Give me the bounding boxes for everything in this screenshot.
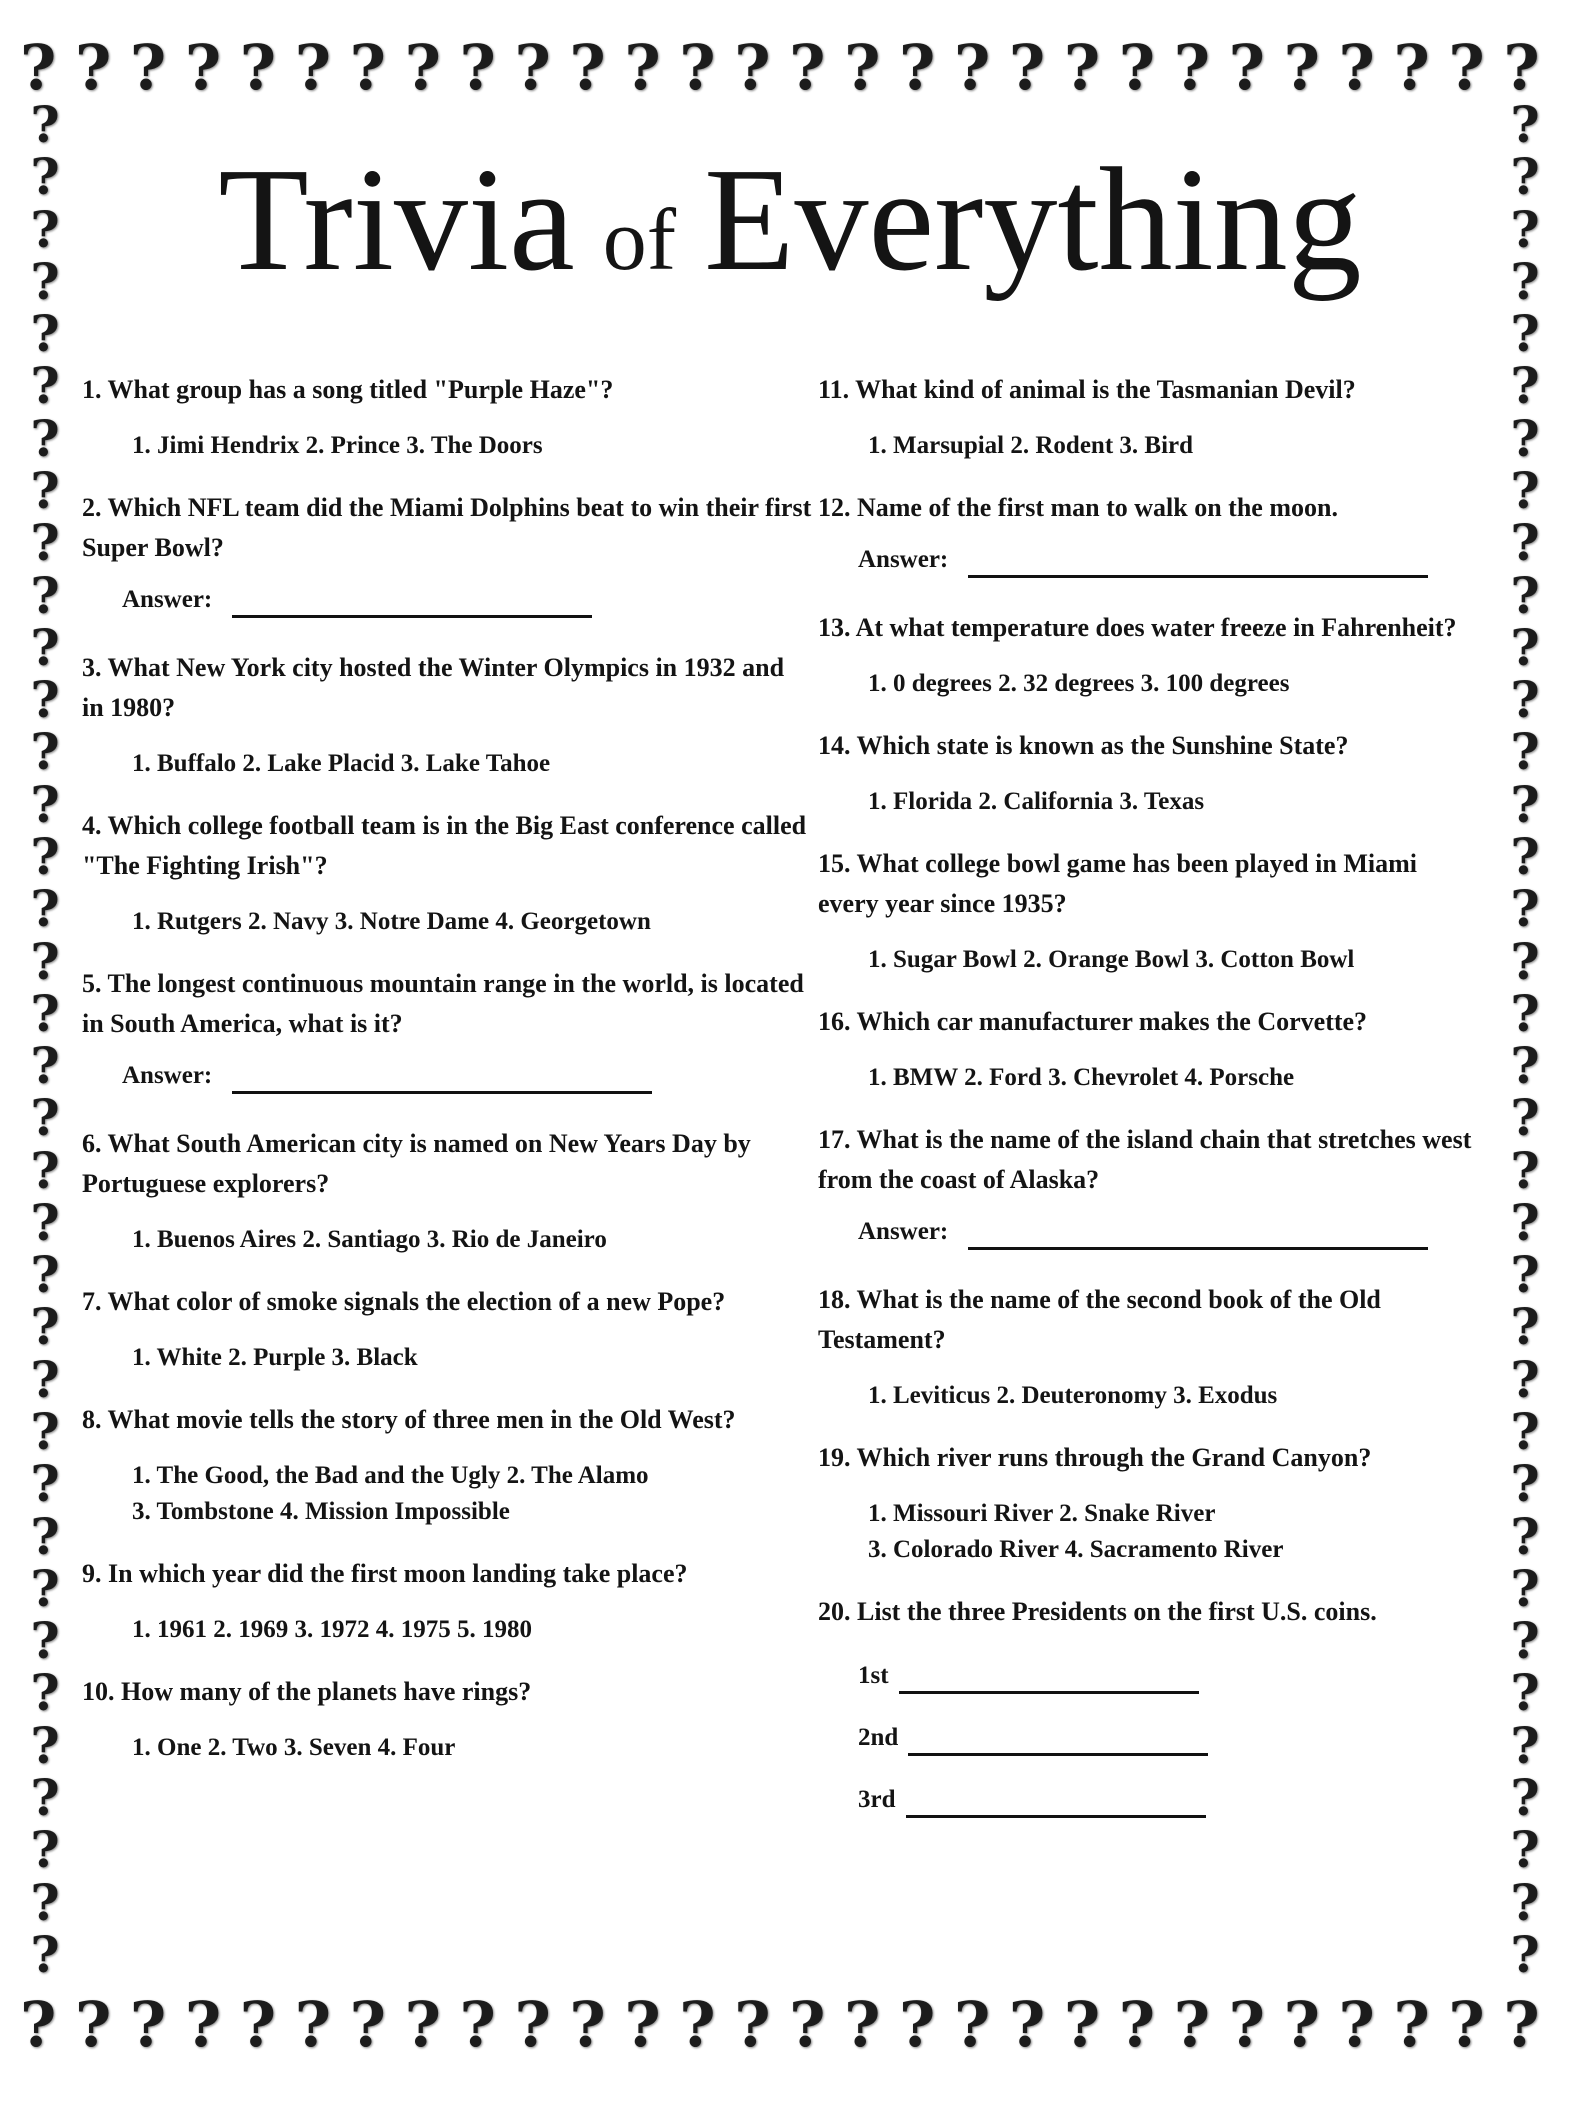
question-mark-icon: ? xyxy=(129,31,167,104)
question-mark-icon: ? xyxy=(30,565,60,625)
answer-line[interactable] xyxy=(906,1789,1206,1818)
answer-line[interactable] xyxy=(968,549,1428,578)
question-mark-icon: ? xyxy=(1510,1245,1540,1305)
question-mark-icon: ? xyxy=(1510,251,1540,311)
question-mark-icon: ? xyxy=(899,31,936,104)
question-mark-icon: ? xyxy=(30,1924,60,1984)
question-1-choices: 1. Jimi Hendrix 2. Prince 3. The Doors xyxy=(132,432,543,459)
question-mark-icon: ? xyxy=(1510,1140,1540,1200)
question-7-choices: 1. White 2. Purple 3. Black xyxy=(132,1344,418,1371)
question-mark-icon: ? xyxy=(20,31,57,104)
question-mark-icon: ? xyxy=(30,617,60,677)
question-mark-icon: ? xyxy=(1393,1988,1430,2061)
question-mark-icon: ? xyxy=(30,1454,60,1514)
question-mark-icon: ? xyxy=(514,1988,551,2061)
question-mark-icon: ? xyxy=(30,774,60,834)
question-3: 3. What New York city hosted the Winter Olympics in 1932 and in 1980? xyxy=(82,653,785,722)
question-mark-icon: ? xyxy=(1503,1988,1540,2061)
question-mark-icon: ? xyxy=(294,31,332,104)
question-mark-icon: ? xyxy=(30,1768,60,1827)
question-mark-icon: ? xyxy=(789,31,826,104)
question-mark-icon: ? xyxy=(899,1988,936,2061)
question-12-answer xyxy=(818,542,1483,578)
question-mark-icon: ? xyxy=(30,1872,60,1932)
rank-label: 2nd xyxy=(858,1724,899,1751)
question-mark-icon: ? xyxy=(1503,31,1540,104)
question-mark-icon: ? xyxy=(1510,983,1540,1043)
question-20: 20. List the three Presidents on the first U.S. coins. xyxy=(818,1597,1377,1626)
question-mark-icon: ? xyxy=(624,1988,661,2061)
question-mark-icon: ? xyxy=(1510,1402,1540,1462)
question-mark-icon: ? xyxy=(1510,460,1540,520)
question-mark-icon: ? xyxy=(1510,1611,1540,1671)
question-17-answer xyxy=(818,1214,1483,1250)
question-4-choices: 1. Rutgers 2. Navy 3. Notre Dame 4. Georgetown xyxy=(132,908,651,935)
question-2: 2. Which NFL team did the Miami Dolphins beat to win their first Super Bowl? xyxy=(82,493,812,562)
question-mark-icon: ? xyxy=(1510,931,1540,991)
question-11-choices: 1. Marsupial 2. Rodent 3. Bird xyxy=(868,432,1194,459)
question-mark-icon: ? xyxy=(1283,31,1320,104)
question-mark-border-right xyxy=(1490,95,1560,1984)
question-1: 1. What group has a song titled "Purple Haze"? xyxy=(82,375,614,404)
question-mark-icon: ? xyxy=(30,1558,60,1618)
right-question-column xyxy=(818,370,1483,1842)
question-mark-icon: ? xyxy=(1510,1192,1540,1252)
question-mark-border-top xyxy=(20,28,1540,108)
question-15: 15. What college bowl game has been played in Miami every year since 1935? xyxy=(818,849,1417,918)
question-15-choices: 1. Sugar Bowl 2. Orange Bowl 3. Cotton Bowl xyxy=(868,946,1355,973)
question-8: 8. What movie tells the story of three men in the Old West? xyxy=(82,1405,736,1434)
rank-label: 3rd xyxy=(858,1786,896,1813)
question-mark-icon: ? xyxy=(294,1988,332,2061)
question-mark-icon: ? xyxy=(1510,670,1540,730)
rank-third xyxy=(818,1782,1483,1818)
question-mark-icon: ? xyxy=(20,1988,57,2061)
question-mark-icon: ? xyxy=(30,1297,60,1357)
question-mark-icon: ? xyxy=(459,31,496,104)
question-mark-icon: ? xyxy=(30,1245,60,1305)
page-title xyxy=(100,135,1480,305)
rank-second xyxy=(818,1720,1483,1756)
answer-line[interactable] xyxy=(232,589,592,618)
question-mark-icon: ? xyxy=(30,147,60,207)
question-mark-icon: ? xyxy=(1118,31,1156,104)
question-5: 5. The longest continuous mountain range in the world, is located in South America, what is it? xyxy=(82,969,804,1038)
question-mark-icon: ? xyxy=(1510,1872,1540,1932)
question-mark-icon: ? xyxy=(1510,617,1540,677)
question-mark-icon: ? xyxy=(30,1140,60,1200)
question-8-choices-cont: 3. Tombstone 4. Mission Impossible xyxy=(132,1498,510,1525)
question-14-choices: 1. Florida 2. California 3. Texas xyxy=(868,788,1205,815)
question-mark-icon: ? xyxy=(1338,31,1375,104)
question-mark-icon: ? xyxy=(30,1402,60,1462)
question-mark-icon: ? xyxy=(239,31,277,104)
question-mark-icon: ? xyxy=(30,408,60,468)
question-13: 13. At what temperature does water freeze in Fahrenheit? xyxy=(818,613,1457,642)
question-mark-icon: ? xyxy=(30,95,60,154)
question-mark-icon: ? xyxy=(1510,1506,1540,1566)
answer-line[interactable] xyxy=(968,1221,1428,1250)
question-mark-icon: ? xyxy=(30,1349,60,1409)
question-mark-icon: ? xyxy=(30,722,60,782)
question-mark-icon: ? xyxy=(1510,1454,1540,1514)
question-19-choices-cont: 3. Colorado River 4. Sacramento River xyxy=(868,1536,1284,1563)
question-mark-icon: ? xyxy=(349,31,386,104)
question-mark-icon: ? xyxy=(1510,199,1540,259)
question-mark-border-left xyxy=(10,95,80,1984)
answer-line[interactable] xyxy=(232,1065,652,1094)
question-mark-icon: ? xyxy=(1173,31,1211,104)
question-19: 19. Which river runs through the Grand Canyon? xyxy=(818,1443,1372,1472)
left-question-column xyxy=(82,370,812,1790)
question-mark-icon: ? xyxy=(30,356,60,416)
question-mark-icon: ? xyxy=(844,1988,881,2061)
question-mark-icon: ? xyxy=(1510,1297,1540,1357)
question-mark-icon: ? xyxy=(1510,1036,1540,1096)
question-mark-icon: ? xyxy=(239,1988,277,2061)
question-mark-icon: ? xyxy=(1510,408,1540,468)
question-mark-icon: ? xyxy=(1063,31,1101,104)
question-mark-icon: ? xyxy=(1510,774,1540,834)
question-mark-icon: ? xyxy=(1510,826,1540,886)
question-16-choices: 1. BMW 2. Ford 3. Chevrolet 4. Porsche xyxy=(868,1064,1295,1091)
question-mark-icon: ? xyxy=(184,31,222,104)
question-mark-icon: ? xyxy=(844,31,881,104)
question-mark-icon: ? xyxy=(1008,1988,1046,2061)
question-mark-icon: ? xyxy=(1063,1988,1101,2061)
question-mark-icon: ? xyxy=(1448,1988,1485,2061)
question-mark-icon: ? xyxy=(1510,1820,1540,1880)
answer-label: Answer: xyxy=(858,546,949,573)
question-mark-icon: ? xyxy=(30,879,60,939)
question-9-choices: 1. 1961 2. 1969 3. 1972 4. 1975 5. 1980 xyxy=(132,1616,532,1643)
question-17: 17. What is the name of the island chain that stretches west from the coast of Alaska? xyxy=(818,1125,1472,1194)
question-10: 10. How many of the planets have rings? xyxy=(82,1677,532,1706)
question-16: 16. Which car manufacturer makes the Corvette? xyxy=(818,1007,1368,1036)
question-mark-icon: ? xyxy=(1510,1663,1540,1723)
question-mark-icon: ? xyxy=(404,1988,441,2061)
title-trivia: Trivia xyxy=(218,138,575,302)
question-mark-icon: ? xyxy=(1510,356,1540,416)
question-mark-icon: ? xyxy=(1228,31,1265,104)
question-13-choices: 1. 0 degrees 2. 32 degrees 3. 100 degrees xyxy=(868,670,1290,697)
question-mark-icon: ? xyxy=(569,1988,606,2061)
question-mark-icon: ? xyxy=(1510,1768,1540,1827)
question-mark-icon: ? xyxy=(30,1663,60,1723)
question-mark-icon: ? xyxy=(30,304,60,364)
question-mark-icon: ? xyxy=(734,31,771,104)
question-11: 11. What kind of animal is the Tasmanian Devil? xyxy=(818,375,1356,404)
answer-label: Answer: xyxy=(858,1218,949,1245)
question-14: 14. Which state is known as the Sunshine State? xyxy=(818,731,1349,760)
question-mark-icon: ? xyxy=(74,31,112,104)
question-6: 6. What South American city is named on New Years Day by Portuguese explorers? xyxy=(82,1129,751,1198)
question-mark-icon: ? xyxy=(1283,1988,1320,2061)
question-mark-icon: ? xyxy=(30,251,60,311)
question-mark-icon: ? xyxy=(1510,1715,1540,1775)
question-mark-icon: ? xyxy=(1510,1349,1540,1409)
question-mark-icon: ? xyxy=(734,1988,771,2061)
question-mark-icon: ? xyxy=(129,1988,167,2061)
question-mark-icon: ? xyxy=(679,31,716,104)
question-mark-icon: ? xyxy=(1338,1988,1375,2061)
question-3-choices: 1. Buffalo 2. Lake Placid 3. Lake Tahoe xyxy=(132,750,551,777)
question-mark-icon: ? xyxy=(953,1988,991,2061)
question-mark-icon: ? xyxy=(1510,879,1540,939)
question-18: 18. What is the name of the second book of the Old Testament? xyxy=(818,1285,1381,1354)
question-mark-icon: ? xyxy=(1510,95,1540,154)
question-5-answer xyxy=(82,1058,812,1094)
question-mark-icon: ? xyxy=(30,1036,60,1096)
question-mark-icon: ? xyxy=(30,199,60,259)
question-mark-icon: ? xyxy=(349,1988,386,2061)
question-mark-icon: ? xyxy=(30,826,60,886)
answer-line[interactable] xyxy=(899,1665,1199,1694)
question-mark-icon: ? xyxy=(30,931,60,991)
question-mark-icon: ? xyxy=(30,460,60,520)
question-mark-icon: ? xyxy=(1510,1558,1540,1618)
question-mark-icon: ? xyxy=(1173,1988,1211,2061)
question-mark-icon: ? xyxy=(404,31,441,104)
question-mark-icon: ? xyxy=(1510,147,1540,207)
question-mark-icon: ? xyxy=(1510,513,1540,573)
answer-line[interactable] xyxy=(908,1727,1208,1756)
question-mark-icon: ? xyxy=(789,1988,826,2061)
question-mark-icon: ? xyxy=(953,31,991,104)
question-8-choices: 1. The Good, the Bad and the Ugly 2. The Alamo xyxy=(132,1462,649,1489)
question-mark-icon: ? xyxy=(1008,31,1046,104)
answer-label: Answer: xyxy=(122,586,213,613)
question-mark-icon: ? xyxy=(30,1088,60,1148)
question-mark-icon: ? xyxy=(30,1715,60,1775)
question-mark-icon: ? xyxy=(30,1192,60,1252)
question-mark-icon: ? xyxy=(1510,565,1540,625)
question-6-choices: 1. Buenos Aires 2. Santiago 3. Rio de Janeiro xyxy=(132,1226,607,1253)
question-mark-icon: ? xyxy=(1510,1088,1540,1148)
title-of: of xyxy=(602,192,677,289)
question-19-choices: 1. Missouri River 2. Snake River xyxy=(868,1500,1216,1527)
question-mark-icon: ? xyxy=(30,983,60,1043)
question-mark-icon: ? xyxy=(30,1611,60,1671)
question-mark-icon: ? xyxy=(1510,304,1540,364)
question-mark-icon: ? xyxy=(679,1988,716,2061)
question-mark-icon: ? xyxy=(1510,722,1540,782)
rank-label: 1st xyxy=(858,1662,889,1689)
question-mark-icon: ? xyxy=(30,1506,60,1566)
question-mark-border-bottom xyxy=(20,1985,1540,2065)
question-mark-icon: ? xyxy=(184,1988,222,2061)
question-2-answer xyxy=(82,582,812,618)
question-mark-icon: ? xyxy=(30,1820,60,1880)
question-mark-icon: ? xyxy=(1118,1988,1156,2061)
question-mark-icon: ? xyxy=(514,31,551,104)
question-mark-icon: ? xyxy=(1393,31,1430,104)
question-mark-icon: ? xyxy=(459,1988,496,2061)
question-mark-icon: ? xyxy=(569,31,606,104)
answer-label: Answer: xyxy=(122,1062,213,1089)
question-mark-icon: ? xyxy=(1228,1988,1265,2061)
question-mark-icon: ? xyxy=(1510,1924,1540,1984)
question-10-choices: 1. One 2. Two 3. Seven 4. Four xyxy=(132,1734,456,1761)
question-mark-icon: ? xyxy=(624,31,661,104)
question-mark-icon: ? xyxy=(30,513,60,573)
question-12: 12. Name of the first man to walk on the moon. xyxy=(818,493,1338,522)
question-mark-icon: ? xyxy=(74,1988,112,2061)
question-9: 9. In which year did the first moon landing take place? xyxy=(82,1559,688,1588)
question-18-choices: 1. Leviticus 2. Deuteronomy 3. Exodus xyxy=(868,1382,1278,1409)
question-mark-icon: ? xyxy=(30,670,60,730)
question-mark-icon: ? xyxy=(1448,31,1485,104)
question-7: 7. What color of smoke signals the election of a new Pope? xyxy=(82,1287,726,1316)
title-everything: Everything xyxy=(704,138,1362,302)
question-4: 4. Which college football team is in the Big East conference called "The Fighting Irish"? xyxy=(82,811,807,880)
rank-first xyxy=(818,1658,1483,1694)
